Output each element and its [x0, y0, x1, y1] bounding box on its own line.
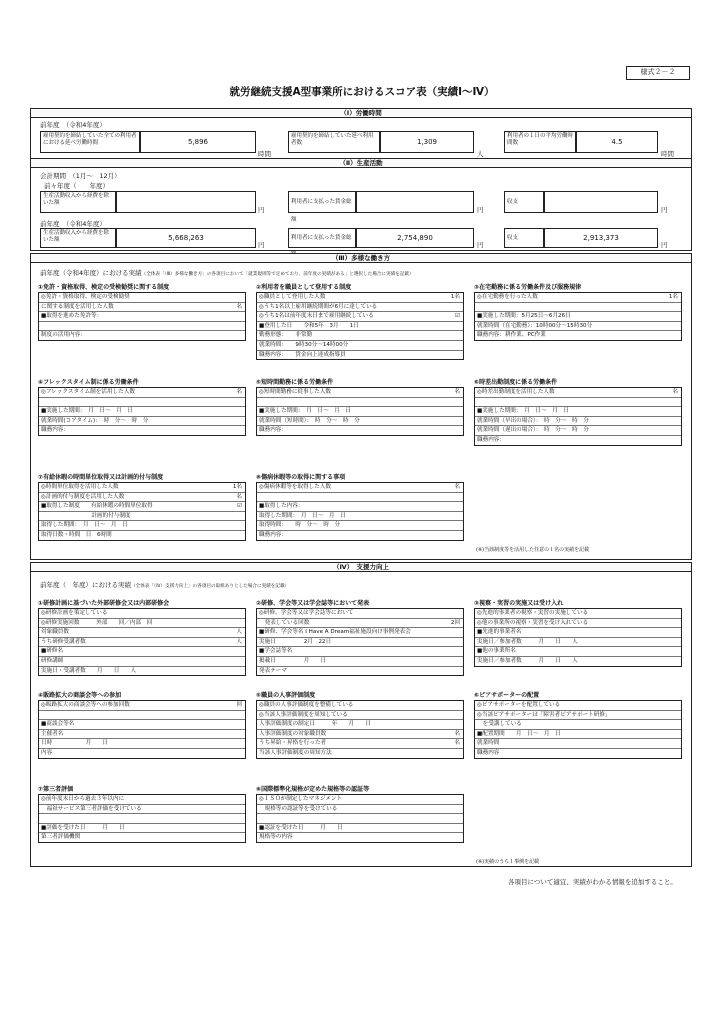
block-c2: [256, 600, 464, 676]
block-b2-title: ②利用者を職員として登用する制度: [256, 284, 352, 291]
s3-intro-note: （全体表「（Ⅲ）多様な働き方」の各項目において「就業規則等で定めており、前年度の実績がある」と選択した場合に実績を記載）: [141, 272, 414, 277]
block-b1-row-text: ■取得を進めた免許等：: [41, 313, 103, 320]
block-c5-row-text: うち昇給・昇格を行った者: [259, 740, 327, 747]
block-c7-rows: [38, 794, 246, 843]
page-footnote: 各項目について適宜、実績がわかる情報を追加すること。: [508, 878, 677, 886]
s2-a-value-3: [544, 191, 658, 213]
block-c8-row: [257, 805, 463, 815]
block-c3-row: [475, 638, 681, 648]
block-b4-row: [39, 398, 245, 408]
block-c2-row-text: 実施日 2月 22日: [259, 638, 332, 645]
s4-footnote: (※)実績のうち１事例を記載: [476, 859, 540, 865]
block-c1-row: [39, 619, 245, 629]
block-b7-row: [39, 531, 245, 540]
block-c6-row-text: 職務内容: [477, 749, 500, 756]
block-c3-row-text: 実施日／参加者数 月 日 人: [477, 657, 578, 664]
page-title: 就労継続支援A型事業所におけるスコア表（実績Ⅰ～Ⅳ）: [229, 86, 495, 98]
s1-value-2: 1,309: [380, 131, 474, 153]
s4-intro: [40, 580, 289, 589]
block-c4: [38, 692, 246, 759]
block-b5-row: [257, 388, 463, 398]
block-b3-row-text: ◎在宅勤務を行った人数: [477, 294, 538, 300]
block-b4-rows: [38, 387, 246, 436]
block-c6-title: ⑥ピアサポーターの配置: [474, 692, 540, 699]
block-c2-row: [257, 619, 463, 629]
block-b5-row-text: 就業時間（短時間）： 時 分～ 時 分: [259, 417, 360, 424]
block-b2-row: [257, 351, 463, 360]
block-b4-row-text: 職務内容：: [41, 427, 69, 434]
section-4-header: （Ⅳ） 支援力向上: [30, 562, 692, 571]
block-b7-row: [39, 483, 245, 493]
block-c4-row-text: 日時 月 日: [41, 740, 109, 747]
block-b7-row-text: ◎時間単位取得を活用した人数: [41, 484, 119, 490]
block-b4: [38, 379, 246, 436]
s2-year-b: 前年度 （令和4年度）: [40, 220, 106, 228]
block-c7-row-text: ■評価を受けた日 月 日: [41, 824, 125, 831]
block-c5-row: [257, 701, 463, 711]
block-c2-row-text: 発表テーマ: [259, 667, 287, 674]
block-b4-row: [39, 417, 245, 427]
block-c1-title: ①研修計画に基づいた外部研修会又は内部研修会: [38, 600, 170, 607]
block-c1-row-text: ◎研修実施回数 外部 回／内部 回: [41, 619, 153, 626]
block-c4-row: [39, 711, 245, 721]
block-c3-row-text: 実施日／参加者数 月 日 人: [477, 638, 578, 645]
block-b5-rows: [256, 387, 464, 436]
block-c6-row: [475, 739, 681, 749]
s2-b-label-3: 収支: [504, 228, 544, 248]
block-c6-row-text: 就業時間: [477, 740, 500, 747]
block-c1-row: [39, 628, 245, 638]
block-c6-row-text: ■配置期間 月 日～ 月 日: [477, 730, 561, 737]
block-b7-row-unit: ☑: [236, 503, 242, 510]
block-c2-row-text: 発表している回数: [259, 619, 310, 626]
block-c2-row: [257, 638, 463, 648]
block-c4-row-text: 主催者名: [41, 730, 64, 737]
block-b7-row-unit: 名: [236, 493, 242, 500]
block-c4-row-text: ■商談会等名: [41, 721, 75, 728]
block-b4-row-text: ◎フレックスタイム制を活用した人数: [41, 389, 135, 395]
block-b2-row-text: ■登用した日 令和5年 3月 1日: [259, 322, 359, 329]
block-b6-row-text: ◎時差出勤制度を活用した人数: [477, 389, 555, 395]
block-b6-row: [475, 436, 681, 445]
block-b5-row: [257, 398, 463, 408]
block-c8-row: [257, 814, 463, 824]
s2-a-unit-2: 円: [477, 206, 484, 214]
s1-unit-3: 時間: [661, 150, 674, 158]
block-c7-row: [39, 833, 245, 842]
block-c2-row: [257, 647, 463, 657]
block-c1-row: [39, 667, 245, 676]
block-c4-row-unit: 回: [236, 702, 242, 708]
s2-b-unit-1: 円: [258, 241, 265, 249]
block-b3: [474, 284, 682, 341]
block-b2-row-text: 勤務形態： 非常勤: [259, 332, 313, 339]
block-c5-row-text: 人事評価制度の制定日 年 月 日: [259, 721, 371, 728]
s2-a-value-2: [356, 191, 474, 213]
block-b5-row: [257, 407, 463, 417]
block-c2-rows: [256, 608, 464, 676]
block-c5-title: ⑤職員の人事評価制度: [256, 692, 316, 699]
block-b8-row: [257, 512, 463, 522]
s1-label-1: 雇用契約を締結していた全ての利用者における延べ労働時間: [40, 131, 140, 153]
block-b5-row: [257, 426, 463, 435]
s2-a-label-3: 収支: [504, 191, 544, 213]
block-c2-row-text: ■学会誌等名: [259, 648, 293, 655]
block-b1-row-text: ◎免許・資格取得、検定の受検勧奨: [41, 294, 130, 300]
s2-b-label-2: 利用者に支払った賃金総: [288, 228, 356, 248]
block-b8-row: [257, 531, 463, 540]
block-c3-row-text: ◎先進的事業者の視察・実習の実施している: [477, 610, 589, 616]
s2-year-a: 前々年度（ 年度）: [44, 182, 109, 190]
block-b3-row: [475, 322, 681, 332]
block-c1-row-text: ◎研修計画を策定している: [41, 610, 108, 616]
block-c1-row-text: うち研修受講者数: [41, 638, 86, 645]
s2-a-unit-3: 円: [661, 206, 668, 214]
block-b2-row: [257, 331, 463, 341]
block-b7-row-text: 取得日数・時間 日 6時間: [41, 531, 112, 538]
block-c3-row: [475, 657, 681, 666]
block-c6-row: [475, 730, 681, 740]
block-c3: [474, 600, 682, 667]
block-c1-row-text: 研修講師: [41, 657, 64, 664]
block-b2-row-text: 職務内容： 賃金向上達成指導員: [259, 351, 346, 358]
block-b7-row-text: 取得した期間： 月 日～ 月 日: [41, 522, 128, 529]
s2-b-unit-2: 円: [477, 241, 484, 249]
block-b7-title: ⑦有給休暇の時間単位取得又は計画的付与制度: [38, 474, 164, 481]
block-b8-row-unit: 名: [454, 484, 460, 490]
block-b8-row-text: 職務内容：: [259, 531, 287, 538]
block-c6: [474, 692, 682, 759]
block-b3-row-text: ■実施した期間：5月25日～6月26日: [477, 313, 571, 320]
block-c8-title: ⑧国際標準化規格が定めた規格等の認証等: [256, 786, 370, 793]
block-b6-row-unit: 名: [672, 389, 678, 395]
block-b3-row-unit: 1名: [668, 294, 678, 300]
block-b2-row-text: 就業時間： 9時30分～14時00分: [259, 341, 349, 348]
block-c8-row-text: 規格等の内容: [259, 834, 293, 841]
block-b1-row-unit: 名: [236, 303, 242, 310]
block-c8-row-text: ◎ＩＳＯが制定したマネジメント: [259, 796, 343, 802]
block-c5-rows: [256, 700, 464, 759]
block-b1-rows: [38, 292, 246, 341]
block-b1-row: [39, 303, 245, 313]
block-b7: [38, 474, 246, 541]
block-c4-row: [39, 730, 245, 740]
block-b2-row-text: ◎職員として登用した人数: [259, 294, 326, 300]
block-b7-row-text: ■取得した制度 有給休暇の時間単位取得: [41, 503, 153, 510]
s3-intro-text: 前年度（令和4年度）における実績: [40, 269, 142, 277]
block-b1-row-text: 制度の活用内容：: [41, 332, 86, 339]
block-c8-row: [257, 833, 463, 842]
block-c6-row: [475, 720, 681, 730]
block-c1: [38, 600, 246, 676]
block-c5: [256, 692, 464, 759]
block-b2: [256, 284, 464, 360]
block-b1-row-text: に関する制度を活用した人数: [41, 303, 114, 310]
block-c5-row-text: ◎職員の人事評価制度を整備している: [259, 702, 354, 708]
block-b7-row-text: 計画的付与制度: [41, 512, 131, 519]
block-c2-title: ②研修、学会等又は学会誌等において発表: [256, 600, 370, 607]
block-b4-row-unit: 名: [236, 389, 242, 395]
block-b4-row: [39, 407, 245, 417]
block-b6-row: [475, 388, 681, 398]
block-b7-row-unit: 1名: [232, 484, 242, 490]
block-c3-row: [475, 619, 681, 629]
block-c3-rows: [474, 608, 682, 667]
block-b2-row-unit: ☑: [454, 313, 460, 320]
block-c2-row: [257, 628, 463, 638]
block-c6-row-text: ◎ピアサポーターを配置している: [477, 702, 561, 708]
block-b6-row-text: 就業時間（遅出の場合）： 時 分～ 時 分: [477, 427, 589, 434]
block-c1-row-unit: 人: [236, 629, 242, 636]
block-b7-rows: [38, 482, 246, 541]
block-b2-row-unit: 1名: [450, 294, 460, 300]
s4-intro-note: （全体表「（Ⅳ）支援力向上」の各項目の取組ありとした場合に実績を記載）: [131, 584, 290, 589]
block-b2-row-text: ◎うち1名以上雇用継続期間が6月に達している: [259, 303, 378, 310]
s2-b-value-3: 2,913,373: [544, 228, 658, 248]
block-c1-row-text: ■研修名: [41, 648, 64, 655]
block-b1-row: [39, 322, 245, 332]
s1-unit-2: 人: [477, 150, 484, 158]
s2-a-unit-1: 円: [258, 206, 265, 214]
block-b2-row: [257, 293, 463, 303]
block-b7-row: [39, 493, 245, 503]
block-b7-row: [39, 512, 245, 522]
block-c3-row: [475, 628, 681, 638]
s2-b-unit-3: 円: [661, 241, 668, 249]
block-b6-row: [475, 407, 681, 417]
block-b2-row-text: ◎うち1名は前年度末日まで雇用継続している: [259, 313, 374, 320]
s2-b-value-2: 2,754,890: [356, 228, 474, 248]
section-2-header: （Ⅱ）生産活動: [30, 158, 692, 167]
block-c5-row-text: 当該人事評価制度の周知方法: [259, 749, 332, 756]
block-c1-row-text: 対象職員数: [41, 629, 69, 636]
block-b8-row-text: ■取得した内容：: [259, 503, 304, 510]
block-b6: [474, 379, 682, 446]
block-b8-row-text: 取得した期間： 月 日～ 月 日: [259, 512, 346, 519]
s2-period: 会計期間 （1月～ 12月）: [40, 172, 121, 180]
block-c7-row-text: 福祉サービス第三者評価を受けている: [41, 805, 142, 812]
block-c4-row: [39, 739, 245, 749]
s2-a-label-1: 生産活動収入から経費を除いた額: [40, 191, 116, 213]
block-c6-row: [475, 711, 681, 721]
block-c7-row: [39, 814, 245, 824]
block-c4-rows: [38, 700, 246, 759]
block-c3-row: [475, 609, 681, 619]
block-c1-row: [39, 638, 245, 648]
block-c8-row-text: 規格等の認証等を受けている: [259, 805, 338, 812]
s1-label-2: 雇用契約を締結していた延べ利用者数: [288, 131, 380, 153]
block-b3-row: [475, 303, 681, 313]
block-b5-title: ⑤短時間勤務に係る労働条件: [256, 379, 334, 386]
block-b5-row-text: 職務内容：: [259, 427, 287, 434]
block-b3-title: ③在宅勤務に係る労働条件及び服務規律: [474, 284, 582, 291]
block-b8-row-text: 取得時間： 時 分～ 時 分: [259, 522, 341, 529]
block-b6-row-text: ■実施した期間： 月 日～ 月 日: [477, 408, 569, 415]
s1-value-3: 4.5: [576, 131, 658, 153]
s1-label-3: 利用者の１日の平均労働時間数: [504, 131, 576, 153]
block-c5-row-unit: 名: [454, 730, 460, 737]
block-c5-row: [257, 720, 463, 730]
block-b2-row: [257, 322, 463, 332]
block-b2-row: [257, 303, 463, 313]
block-c3-title: ③視察・実習の実施又は受け入れ: [474, 600, 564, 607]
block-c4-row: [39, 749, 245, 758]
block-c2-row: [257, 667, 463, 676]
block-b7-row: [39, 521, 245, 531]
block-c4-row: [39, 720, 245, 730]
s1-value-1: 5,896: [140, 131, 256, 153]
block-b8-rows: [256, 482, 464, 541]
block-c6-row: [475, 701, 681, 711]
block-b1-row: [39, 293, 245, 303]
block-c7-row: [39, 795, 245, 805]
block-c6-row-text: を受講している: [477, 721, 522, 728]
block-b5-row: [257, 417, 463, 427]
block-b6-row: [475, 426, 681, 436]
block-c6-row: [475, 749, 681, 758]
block-c5-row: [257, 739, 463, 749]
block-b8: [256, 474, 464, 541]
s2-b-value-1: 5,668,263: [116, 228, 256, 248]
section-1-header: （Ⅰ）労働時間: [30, 108, 692, 117]
block-b4-row-text: ■実施した期間： 月 日～ 月 日: [41, 408, 133, 415]
block-b6-title: ⑥時差出勤制度に係る労働条件: [474, 379, 558, 386]
block-c7: [38, 786, 246, 843]
block-c5-row-text: 人事評価制度の対象職員数: [259, 730, 327, 737]
section-3-header: （Ⅲ）多様な働き方: [30, 253, 692, 262]
form-number-badge: 様式２－２: [626, 66, 690, 80]
block-c1-row: [39, 657, 245, 667]
block-b8-row: [257, 483, 463, 493]
block-c4-row-text: 内容: [41, 749, 53, 756]
block-b8-row-text: ◎傷病休暇等を取得した人数: [259, 484, 332, 490]
block-c2-row-unit: 2回: [450, 619, 460, 626]
block-b2-row: [257, 341, 463, 351]
block-c2-row: [257, 657, 463, 667]
block-c1-rows: [38, 608, 246, 676]
s2-b-label-1: 生産活動収入から経費を除いた額: [40, 228, 116, 248]
s2-a-value-1: [116, 191, 256, 213]
block-c5-row-text: ◎当該人事評価制度を周知している: [259, 711, 348, 718]
block-c3-row-text: ■先進的事業者名: [477, 629, 522, 636]
block-b2-rows: [256, 292, 464, 360]
block-c3-row: [475, 647, 681, 657]
block-b3-row: [475, 293, 681, 303]
block-b4-row: [39, 426, 245, 435]
block-c6-rows: [474, 700, 682, 759]
block-c2-row-text: 掲載日 月 日: [259, 657, 327, 664]
block-b1-row: [39, 312, 245, 322]
block-b5-row-unit: 名: [454, 389, 460, 395]
block-b8-row: [257, 521, 463, 531]
block-b6-rows: [474, 387, 682, 446]
block-b5: [256, 379, 464, 436]
block-b3-row-text: 就業時間（在宅勤務）：10時00分～15時30分: [477, 322, 593, 329]
block-c4-row-text: ◎販路拡大の商談会等への参加回数: [41, 702, 130, 708]
block-b5-row-text: ■実施した期間： 月 日～ 月 日: [259, 408, 351, 415]
block-c2-row: [257, 609, 463, 619]
block-c2-row-text: ■研修、学会等名 I Have A Dream福祉施設向け事例発表会: [259, 629, 411, 636]
block-c8: [256, 786, 464, 843]
block-c8-row-text: ■認証を受けた日 月 日: [259, 824, 343, 831]
block-c8-rows: [256, 794, 464, 843]
block-c4-title: ④販路拡大の商談会等への参加: [38, 692, 122, 699]
block-b1-row: [39, 331, 245, 340]
block-c5-row: [257, 711, 463, 721]
block-b6-row: [475, 398, 681, 408]
block-b3-row: [475, 312, 681, 322]
s2-a-label-2: 利用者に支払った賃金総額: [288, 191, 356, 213]
block-c7-row-text: ◎前年度末日から過去３年以内に: [41, 796, 125, 802]
block-b6-row-text: 就業時間（早出の場合）： 時 分～ 時 分: [477, 417, 589, 424]
block-c6-row-text: ◎当該ピアサポーターは「障害者ピアサポート研修」: [477, 711, 611, 718]
block-b1-title: ①免許・資格取得、検定の受検勧奨に関する制度: [38, 284, 170, 291]
block-b6-row-text: 職務内容：: [477, 436, 505, 443]
block-b4-row-text: 就業時間(コアタイム)： 時 分～ 時 分: [41, 417, 149, 424]
block-c7-row: [39, 805, 245, 815]
block-c8-row: [257, 795, 463, 805]
s4-intro-text: 前年度（ 年度）における実績: [40, 581, 131, 589]
block-c1-row: [39, 609, 245, 619]
block-b3-row-text: 職務内容：耕作業、PC作業: [477, 332, 546, 339]
block-c7-title: ⑦第三者評価: [38, 786, 74, 793]
block-b7-row-text: ◎計画的付与制度を活用した人数: [41, 493, 125, 500]
block-c4-row: [39, 701, 245, 711]
block-b7-row: [39, 502, 245, 512]
block-b5-row-text: ◎短時間勤務に従事した人数: [259, 389, 332, 395]
block-b3-rows: [474, 292, 682, 341]
block-c2-row-text: ◎研修、学会等又は学会誌等において: [259, 610, 354, 616]
block-b1: [38, 284, 246, 341]
block-c8-row: [257, 824, 463, 834]
s3-footnote: (※)当該制度等を活用した任意の１名の実績を記載: [476, 547, 590, 553]
s3-intro: [40, 268, 414, 277]
block-b3-row: [475, 331, 681, 340]
block-c7-row-text: 第三者評価機関: [41, 834, 81, 841]
block-b4-title: ④フレックスタイム制に係る労働条件: [38, 379, 139, 386]
block-c5-row: [257, 730, 463, 740]
block-c3-row-text: ◎他の事業所の視察・実習を受け入れている: [477, 619, 589, 626]
block-c1-row-text: 実施日・受講者数 月 日 人: [41, 667, 137, 674]
block-c3-row-text: ■他の事業所名: [477, 648, 516, 655]
block-b2-row: [257, 312, 463, 322]
block-c1-row: [39, 647, 245, 657]
s1-year: 前年度 （令和4年度）: [40, 121, 106, 129]
block-b8-title: ⑧傷病休暇等の取得に関する事項: [256, 474, 346, 481]
block-c5-row-unit: 名: [454, 740, 460, 747]
block-b4-row: [39, 388, 245, 398]
block-b8-row: [257, 493, 463, 503]
block-c7-row: [39, 824, 245, 834]
block-b8-row: [257, 502, 463, 512]
block-c5-row: [257, 749, 463, 758]
s1-unit-1: 時間: [258, 150, 271, 158]
block-b6-row: [475, 417, 681, 427]
block-c1-row-unit: 人: [236, 638, 242, 645]
